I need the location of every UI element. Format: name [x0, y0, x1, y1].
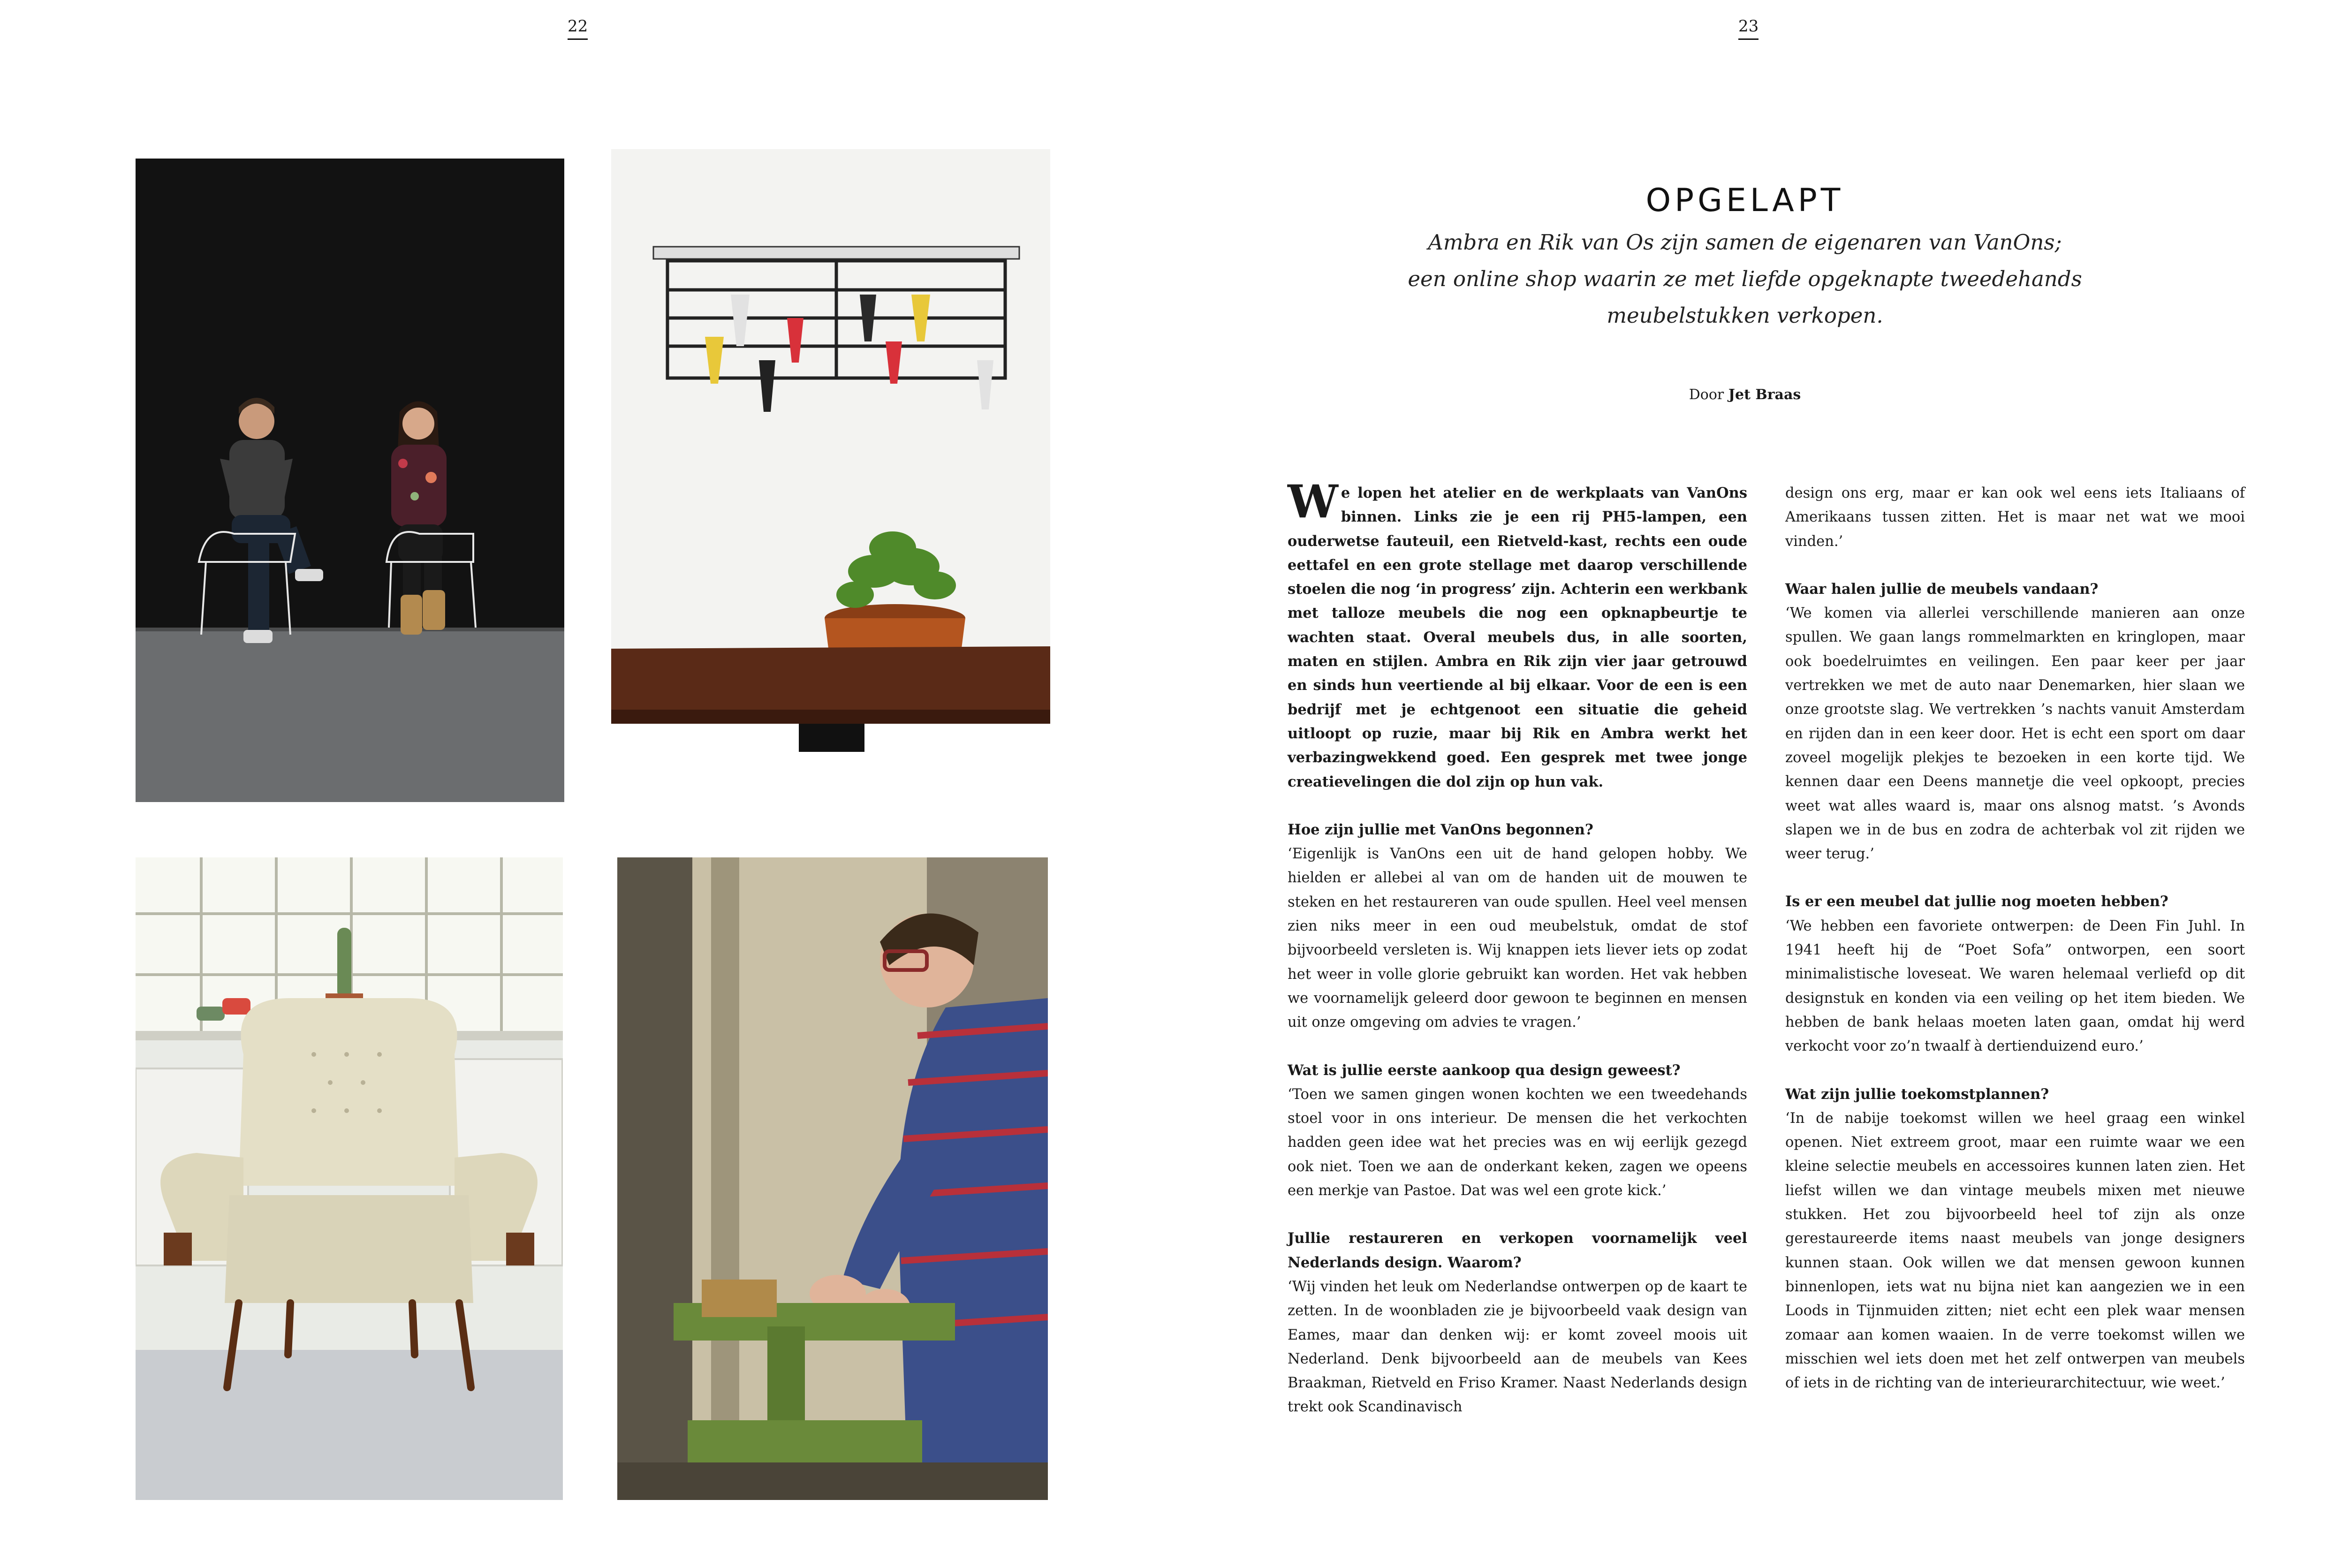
photo-owners-portrait	[136, 159, 564, 802]
answer-paragraph: ‘We komen via allerlei verschillende manieren aan onze spullen. We gaan langs rommelmarkten en kringlopen, maar ook boedelruimtes en veilingen. Een paar keer per jaar vertrekken we met de auto naar Denemarken, hier slaan we onze grootste slag. We vertrekken ’s nachts vanuit Amsterdam en rijden dan in een keer door. Het is echt een sport om daar zoveel mogelijk plekjes te bezoeken in een korte tijd. We kennen daar een Deens mannetje die veel opkoopt, precies weet wat alles waard is, maar ons alsnog matst. ’s Avonds slapen we in de bus en zodra de achterbak vol zit rijden we weer terug.’	[1785, 605, 2245, 863]
intro-line: een online shop waarin ze met liefde opgeknapte tweedehands	[1408, 266, 2082, 291]
lead-paragraph	[1288, 475, 1747, 794]
answer-paragraph: design ons erg, maar er kan ook wel eens iets Italiaans of Amerikaans tussen zitten. Het is maar net wat we mooi vinden.’	[1785, 485, 2245, 550]
photo-armchair	[136, 857, 563, 1500]
intro-line: meubelstukken verkopen.	[1607, 303, 1883, 328]
question-heading: Wat is jullie eerste aankoop qua design geweest?	[1288, 1061, 1681, 1079]
answer-paragraph: ‘Toen we samen gingen wonen kochten we een tweedehands stoel voor in ons interieur. De mensen die het verkochten hadden geen idee wat het precies was en wij eerlijk gezegd ook niet. Toen we aan de onderkant keken, zagen we opeens een merkje van Pastoe. Dat was wel een grote kick.’	[1288, 1086, 1747, 1199]
intro-line: Ambra en Rik van Os zijn samen de eigenaren van VanOns;	[1428, 230, 2062, 255]
page-number-left: 22	[568, 17, 588, 40]
lead-text: e lopen het atelier en de werkplaats van VanOns binnen. Links zie je een rij PH5-lampen, een ouderwetse fauteuil, een Rietveld-kast, rechts een oude eettafel en een grote stellage met daarop verschillende stoelen die nog ‘in progress’ zijn. Achterin een werkbank met talloze meubels die nog een opknapbeurtje te wachten staat. Overal meubels dus, in alle soorten, maten en stijlen. Ambra en Rik zijn vier jaar getrouwd en sinds hun veertiende al bij elkaar. Voor de een is een bedrijf met je echtgenoot een situatie die geheid uitloopt op ruzie, maar bij Rik en Ambra werkt het verbazingwekkend goed. Een gesprek met twee jonge creatievelingen die dol zijn op hun vak.	[1288, 485, 1747, 790]
article-title: OPGELAPT	[1645, 182, 1844, 219]
article-intro	[1360, 224, 2130, 334]
photo-coat-rack	[611, 149, 1050, 805]
photo-woodworking	[617, 857, 1048, 1500]
answer-paragraph: ‘We hebben een favoriete ontwerpen: de Deen Fin Juhl. In 1941 heeft hij de “Poet Sofa” ontworpen, een soort minimalistische loveseat. We waren helemaal verliefd op dit designstuk en konden via een veiling op het item bieden. We hebben de bank helaas moeten laten gaan, omdat hij werd verkocht voor zo’n twaalf à dertienduizend euro.’	[1785, 917, 2245, 1055]
article-column-left	[1288, 475, 1747, 1419]
article-column-right	[1785, 481, 2245, 1395]
question-heading: Wat zijn jullie toekomstplannen?	[1785, 1085, 2049, 1103]
byline	[1548, 386, 1942, 403]
question-heading: Waar halen jullie de meubels vandaan?	[1785, 580, 2099, 598]
answer-paragraph: ‘In de nabije toekomst willen we heel graag een winkel openen. Niet extreem groot, maar een ruimte waar we een kleine selectie meubels en accessoires kunnen laten zien. Het liefst willen we dan vintage meubels mixen met nieuwe stukken. Het zou bijvoorbeeld heel tof zijn als onze gerestaureerde items naast meubels van jonge designers kunnen staan. Ook willen we dat mensen gewoon kunnen binnenlopen, iets wat nu bijna niet kan aangezien we in een Loods in Tijnmuiden zitten; niet echt een plek waar mensen zomaar aan komen waaien. In de verre toekomst willen we misschien wel iets doen met het zelf ontwerpen van meubels of iets in de richting van de interieurarchitectuur, wie weet.’	[1785, 1110, 2245, 1392]
byline-author: Jet Braas	[1728, 386, 1801, 403]
question-heading: Jullie restaureren en verkopen voornamelijk veel Nederlands design. Waarom?	[1288, 1230, 1747, 1271]
question-heading: Is er een meubel dat jullie nog moeten hebben?	[1785, 893, 2168, 910]
answer-paragraph: ‘Wij vinden het leuk om Nederlandse ontwerpen op de kaart te zetten. In de woonbladen zie je bijvoorbeeld vaak design van Eames, maar dan denken wij: er komt zoveel moois uit Nederland. Denk bijvoorbeeld aan de meubels van Kees Braakman, Rietveld en Friso Kramer. Naast Nederlands design trekt ook Scandinavisch	[1288, 1278, 1747, 1416]
byline-prefix: Door	[1689, 386, 1724, 403]
question-heading: Hoe zijn jullie met VanOns begonnen?	[1288, 821, 1593, 838]
drop-cap: W	[1288, 475, 1338, 528]
page-number-right: 23	[1738, 17, 1759, 40]
answer-paragraph: ‘Eigenlijk is VanOns een uit de hand gelopen hobby. We hielden er allebei al van om de handen uit de mouwen te steken en het restaureren van oude spullen. Heel veel mensen zien niks meer in een oud meubelstuk, omdat de stof bijvoorbeeld versleten is. Wij knappen iets liever iets op zodat het weer in volle glorie gebruikt kan worden. Het vak hebben we voornamelijk geleerd door gewoon te beginnen en mensen uit onze omgeving om advies te vragen.’	[1288, 846, 1747, 1031]
